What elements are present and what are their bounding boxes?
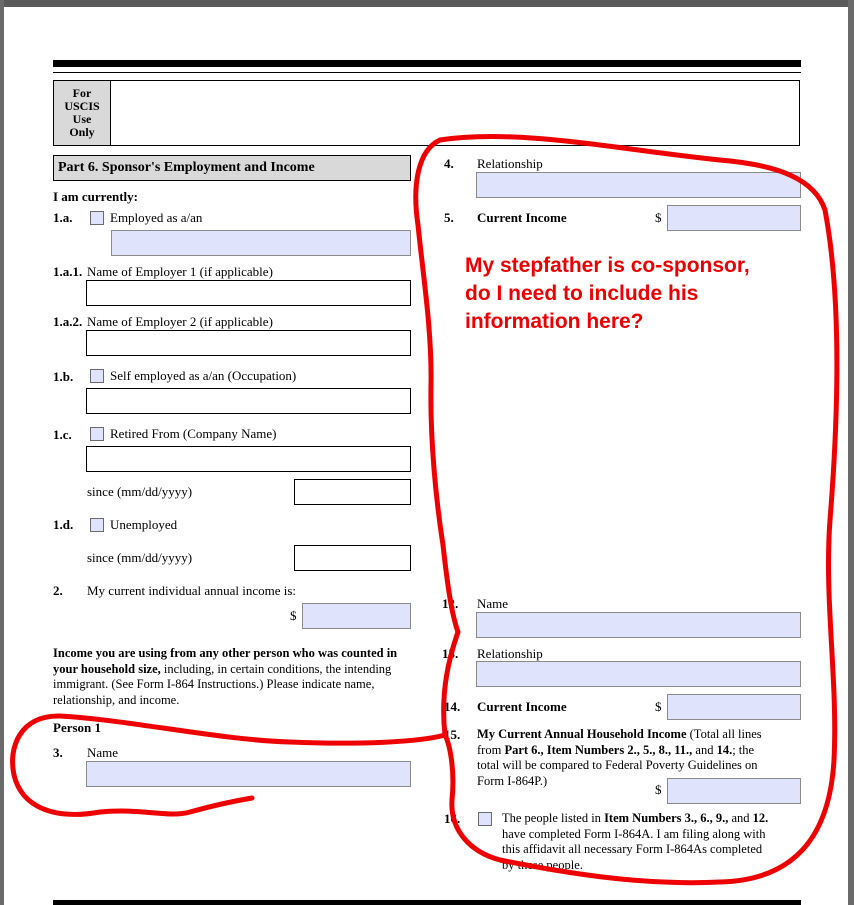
self-employed-label: Self employed as a/an (Occupation) — [110, 368, 297, 383]
retired-since-label: since (mm/dd/yyyy) — [87, 484, 193, 499]
item-number-13: 13. — [442, 646, 459, 661]
uscis-label-line: USCIS — [64, 99, 100, 113]
hh-line4: Form I-864P.) — [477, 773, 548, 788]
hh-line2-end: ; the — [732, 742, 755, 757]
item-number-1b: 1.b. — [53, 369, 74, 384]
n16-line1-bold: Item Numbers 3., 6., 9., — [604, 811, 729, 825]
n16-line2: have completed Form I-864A. I am filing along with — [502, 826, 766, 841]
annotation-line: do I need to include his — [465, 282, 699, 305]
hh-line2-14: 14. — [716, 742, 733, 757]
hh-line2-part: Part 6., Item Numbers 2., 5., 8., 11., — [504, 742, 693, 757]
dollar-sign: $ — [655, 699, 662, 714]
unemployed-label: Unemployed — [110, 517, 178, 532]
item-number-1d: 1.d. — [53, 517, 74, 532]
person1-label: Person 1 — [53, 720, 102, 735]
annotation-line: information here? — [465, 310, 644, 333]
item-number-16: 16. — [444, 811, 461, 826]
item-number-1a1: 1.a.1. — [53, 264, 83, 279]
uscis-label-line: Use — [72, 112, 92, 126]
employed-label: Employed as a/an — [110, 210, 203, 225]
item-number-1c: 1.c. — [53, 427, 72, 442]
dollar-sign: $ — [655, 782, 662, 797]
annotation-line: My stepfather is co-sponsor, — [465, 254, 750, 277]
employer2-label: Name of Employer 2 (if applicable) — [87, 314, 273, 329]
item-number-2: 2. — [53, 583, 63, 598]
other-income-bold: Income you are using from any other person who was counted in your household size, — [53, 646, 398, 676]
item-number-4: 4. — [444, 156, 454, 171]
hh-line2-pre: from — [477, 742, 505, 757]
uscis-label-line: Only — [69, 125, 95, 139]
annual-income-label: My current individual annual income is: — [87, 583, 297, 598]
hh-rest1: (Total all lines — [686, 727, 762, 741]
item-number-1a2: 1.a.2. — [53, 314, 83, 329]
retired-label: Retired From (Company Name) — [110, 426, 277, 441]
item-number-14: 14. — [444, 699, 461, 714]
item-number-3: 3. — [53, 745, 63, 760]
n16-line3: this affidavit all necessary Form I-864As completed — [502, 842, 763, 856]
item-number-1a: 1.a. — [53, 210, 73, 225]
item-number-15: 15. — [444, 727, 461, 742]
n16-line4: by these people. — [502, 857, 583, 872]
i-am-currently-label: I am currently: — [53, 189, 138, 204]
n16-line1-pre: The people listed in — [502, 811, 605, 825]
person1-name-label: Name — [87, 745, 119, 760]
item-number-12: 12. — [442, 596, 459, 611]
item-number-5: 5. — [444, 210, 454, 225]
relationship13-label: Relationship — [477, 646, 543, 661]
n16-line1-and: and — [728, 811, 753, 825]
dollar-sign: $ — [655, 210, 662, 225]
hh-bold: My Current Annual Household Income — [477, 727, 687, 741]
hh-line3: total will be compared to Federal Poverty Guidelines on — [477, 758, 758, 772]
other-income-rest: including, in certain conditions, the intending immigrant. (See Form I-864 Instructions.) Please indicate name, relationship, and income. — [53, 661, 392, 707]
relationship-label: Relationship — [477, 156, 543, 171]
n16-line1-12: 12. — [752, 811, 769, 825]
current-income-label: Current Income — [477, 210, 567, 225]
dollar-sign: $ — [290, 608, 297, 623]
uscis-label-line: For — [72, 86, 92, 100]
annotation-text — [465, 252, 750, 336]
name12-label: Name — [477, 596, 509, 611]
hh-line2-and: and — [692, 742, 717, 757]
employer1-label: Name of Employer 1 (if applicable) — [87, 264, 273, 279]
current-income14-label: Current Income — [477, 699, 567, 714]
part-title: Part 6. Sponsor's Employment and Income — [58, 160, 315, 175]
unemployed-since-label: since (mm/dd/yyyy) — [87, 550, 193, 565]
